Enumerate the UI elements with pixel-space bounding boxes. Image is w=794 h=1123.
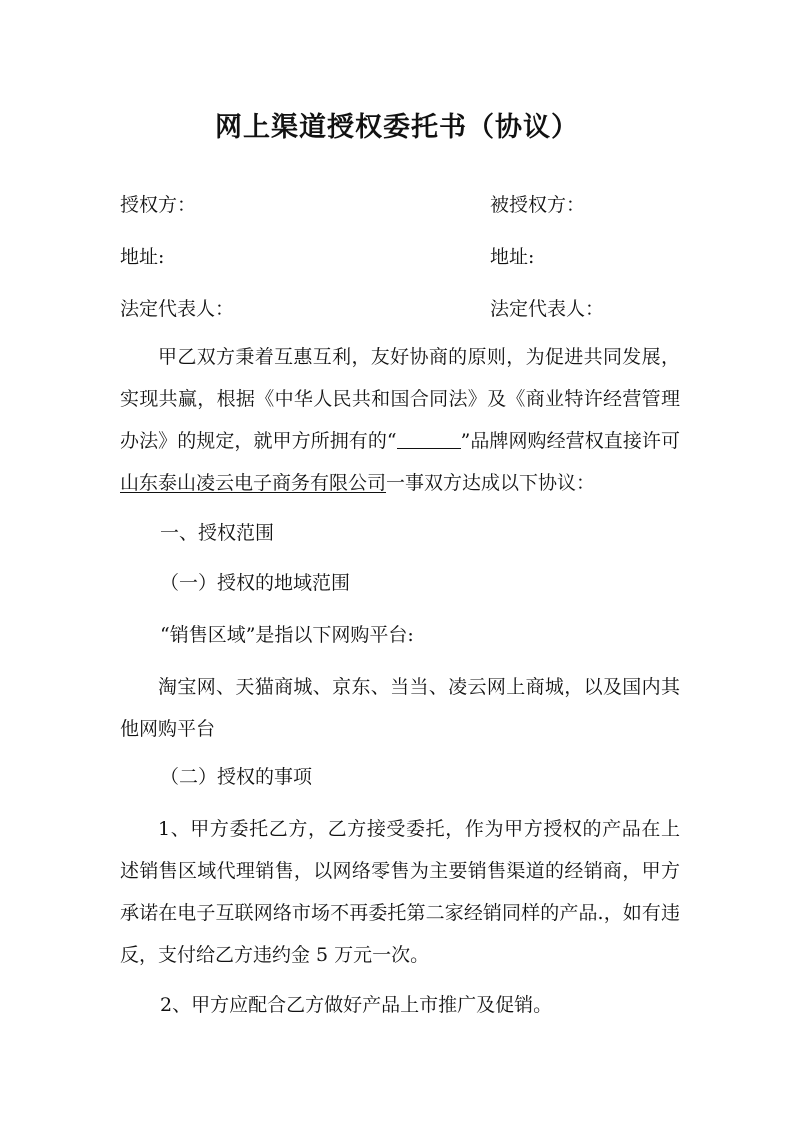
intro-paragraph: [120, 336, 680, 504]
authorizer-legal-rep-label: 法定代表人：: [120, 298, 235, 320]
company-name: 山东泰山凌云电子商务有限公司: [120, 472, 387, 494]
authorized-label: 被授权方：: [490, 194, 586, 216]
section1-heading: 一、授权范围: [160, 522, 275, 544]
authorized-legal-rep-label: 法定代表人：: [490, 298, 605, 320]
authorizer-label: 授权方：: [120, 194, 197, 216]
authorizer-address-label: 地址:: [120, 246, 165, 268]
party-row-legal-rep: [120, 294, 720, 324]
authorized-address-label: 地址:: [490, 246, 535, 268]
item2-paragraph: 2、甲方应配合乙方做好产品上市推广及促销。: [160, 994, 553, 1016]
intro-part2: ”品牌网购经营权直接许可: [460, 430, 680, 452]
brand-blank: [397, 430, 461, 449]
section1-sub2-heading: （二）授权的事项: [160, 766, 313, 788]
intro-part1: 甲乙双方秉着互惠互利，友好协商的原则，为促进共同发展，实现共赢，根据《中华人民共和国合同法》及《商业特许经营管理办法》的规定，就甲方所拥有的“: [120, 346, 680, 452]
sales-area-definition: “销售区域”是指以下网购平台:: [160, 624, 414, 646]
item1-paragraph: 1、甲方委托乙方，乙方接受委托，作为甲方授权的产品在上述销售区域代理销售，以网络零售为主要销售渠道的经销商，甲方承诺在电子互联网络市场不再委托第二家经销同样的产品.，如有违反，支付给乙方违约金 5 万元一次。: [120, 818, 680, 966]
section1-sub1-heading: （一）授权的地域范围: [160, 572, 351, 594]
party-row-address: [120, 242, 720, 272]
intro-part3: 一事双方达成以下协议：: [386, 472, 596, 494]
party-row-names: [120, 190, 720, 220]
platforms-paragraph: 淘宝网、天猫商城、京东、当当、凌云网上商城，以及国内其他网购平台: [120, 676, 680, 740]
document-title: 网上渠道授权委托书（协议）: [215, 112, 579, 143]
